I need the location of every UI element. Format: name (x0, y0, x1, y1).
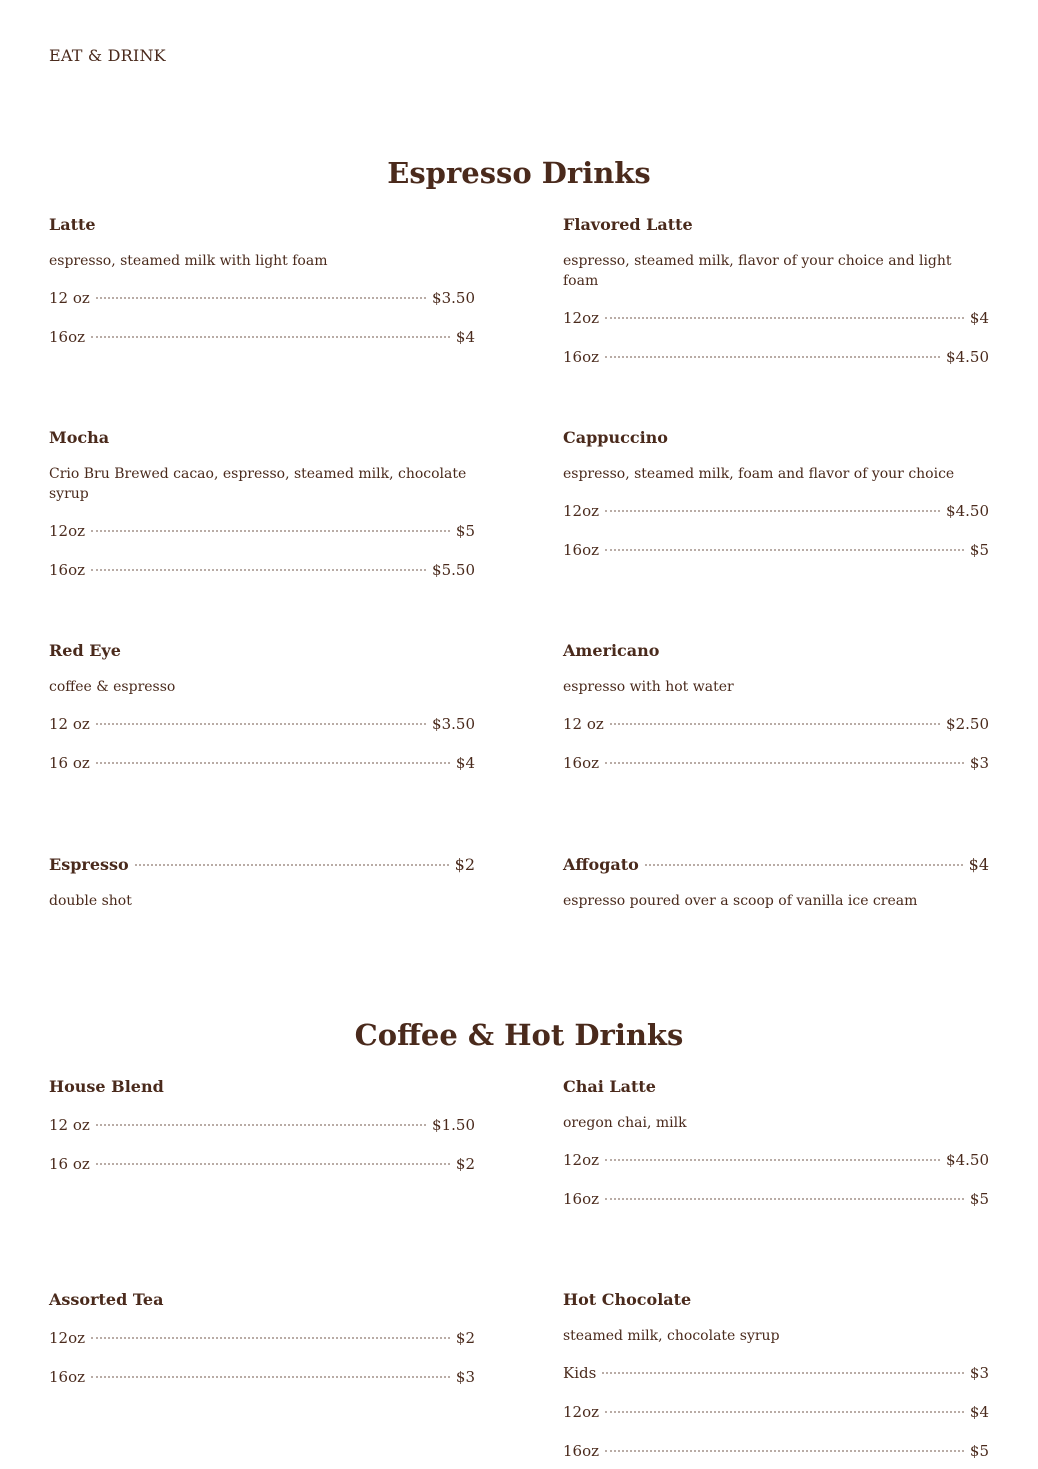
dot-leader (602, 1372, 964, 1374)
price: $4 (969, 309, 989, 327)
menu-item-espresso (49, 854, 475, 911)
item-name: Assorted Tea (49, 1290, 164, 1309)
size-label: 16oz (563, 541, 600, 559)
size-label: 12 oz (563, 715, 604, 733)
price-row (49, 1153, 475, 1175)
dot-leader (96, 1124, 426, 1126)
dot-leader (605, 549, 964, 551)
price-row (49, 1366, 475, 1388)
item-description: espresso with hot water (563, 679, 734, 695)
site-nav-title[interactable]: EAT & DRINK (49, 46, 166, 65)
dot-leader (605, 356, 940, 358)
menu-item-assorted-tea (49, 1289, 475, 1388)
price: $5 (969, 541, 989, 559)
dot-leader (610, 723, 940, 725)
size-label: 16oz (563, 348, 600, 366)
menu-item-red-eye (49, 640, 475, 774)
dot-leader (605, 1159, 940, 1161)
section-title-coffee-hot-drinks: Coffee & Hot Drinks (354, 1018, 684, 1052)
item-name: Hot Chocolate (563, 1290, 692, 1309)
price: $4 (455, 328, 475, 346)
size-label: 16oz (563, 754, 600, 772)
price: $3.50 (432, 715, 475, 733)
menu-item-latte (49, 214, 475, 348)
price: $4.50 (946, 348, 989, 366)
item-description: Crio Bru Brewed cacao, espresso, steamed milk, chocolate syrup (49, 466, 467, 502)
price: $3 (455, 1368, 475, 1386)
item-description: espresso, steamed milk, foam and flavor of your choice (563, 466, 955, 482)
price-row (563, 1401, 989, 1423)
price-row (563, 307, 989, 329)
dot-leader (96, 762, 450, 764)
price: $5.50 (432, 561, 475, 579)
price: $4 (968, 855, 989, 874)
price-row (563, 1188, 989, 1210)
item-name: Chai Latte (563, 1077, 656, 1096)
section-title-espresso-drinks: Espresso Drinks (387, 156, 651, 190)
item-name: Latte (49, 215, 96, 234)
item-description: espresso poured over a scoop of vanilla ice cream (563, 893, 918, 909)
item-description: steamed milk, chocolate syrup (563, 1328, 780, 1344)
size-label: 12oz (563, 1151, 600, 1169)
menu-item-chai-latte (563, 1076, 989, 1210)
dot-leader (91, 1376, 450, 1378)
item-description: oregon chai, milk (563, 1115, 687, 1131)
menu-item-house-blend (49, 1076, 475, 1175)
item-name: Mocha (49, 428, 110, 447)
menu-item-affogato (563, 854, 989, 911)
dot-leader (605, 1411, 964, 1413)
price-row (49, 326, 475, 348)
size-label: 12oz (563, 502, 600, 520)
dot-leader (91, 569, 426, 571)
price: $2 (454, 855, 475, 874)
price: $3.50 (432, 289, 475, 307)
menu-item-americano (563, 640, 989, 774)
price-row (49, 1327, 475, 1349)
size-label: 16oz (49, 561, 86, 579)
item-name: Americano (563, 641, 660, 660)
size-label: 16oz (563, 1442, 600, 1460)
price-row (49, 752, 475, 774)
dot-leader (605, 1198, 964, 1200)
item-name: House Blend (49, 1077, 164, 1096)
price-row (49, 713, 475, 735)
size-label: 16 oz (49, 1155, 90, 1173)
dot-leader (91, 530, 450, 532)
item-headline (563, 854, 989, 876)
size-label: 12oz (49, 1329, 86, 1347)
price-row (563, 539, 989, 561)
size-label: 12 oz (49, 289, 90, 307)
dot-leader (91, 1337, 450, 1339)
dot-leader (605, 510, 940, 512)
size-label: 16 oz (49, 754, 90, 772)
dot-leader (605, 1450, 964, 1452)
price: $3 (969, 1364, 989, 1382)
size-label: 12oz (563, 1403, 600, 1421)
dot-leader (645, 864, 963, 866)
price-row (563, 713, 989, 735)
size-label: 12oz (563, 309, 600, 327)
price-row (563, 346, 989, 368)
item-name: Flavored Latte (563, 215, 693, 234)
price: $5 (455, 522, 475, 540)
item-name: Red Eye (49, 641, 121, 660)
size-label: Kids (563, 1364, 597, 1382)
item-name: Cappuccino (563, 428, 668, 447)
price: $5 (969, 1190, 989, 1208)
dot-leader (96, 297, 426, 299)
item-description: coffee & espresso (49, 679, 176, 695)
dot-leader (605, 762, 964, 764)
dot-leader (605, 317, 964, 319)
price-row (563, 1362, 989, 1384)
item-name: Affogato (563, 855, 639, 874)
price-row (563, 1149, 989, 1171)
price-row (563, 500, 989, 522)
price: $4 (455, 754, 475, 772)
item-description: double shot (49, 893, 132, 909)
price-row (49, 1114, 475, 1136)
price: $1.50 (432, 1116, 475, 1134)
price-row (49, 559, 475, 581)
size-label: 12 oz (49, 1116, 90, 1134)
dot-leader (135, 864, 449, 866)
price-row (49, 287, 475, 309)
item-name: Espresso (49, 855, 129, 874)
dot-leader (91, 336, 450, 338)
menu-item-mocha (49, 427, 475, 581)
price: $5 (969, 1442, 989, 1460)
price: $4.50 (946, 1151, 989, 1169)
price: $2 (455, 1155, 475, 1173)
price: $4 (969, 1403, 989, 1421)
menu-item-hot-chocolate (563, 1289, 989, 1462)
item-headline (49, 854, 475, 876)
size-label: 12 oz (49, 715, 90, 733)
price: $3 (969, 754, 989, 772)
price-row (563, 752, 989, 774)
price-row (49, 520, 475, 542)
dot-leader (96, 1163, 450, 1165)
size-label: 16oz (49, 1368, 86, 1386)
dot-leader (96, 723, 426, 725)
price: $2.50 (946, 715, 989, 733)
size-label: 16oz (563, 1190, 600, 1208)
price: $2 (455, 1329, 475, 1347)
price: $4.50 (946, 502, 989, 520)
item-description: espresso, steamed milk, flavor of your choice and light foam (563, 253, 952, 289)
item-description: espresso, steamed milk with light foam (49, 253, 328, 269)
size-label: 12oz (49, 522, 86, 540)
menu-item-flavored-latte (563, 214, 989, 368)
price-row (563, 1440, 989, 1462)
size-label: 16oz (49, 328, 86, 346)
menu-item-cappuccino (563, 427, 989, 561)
